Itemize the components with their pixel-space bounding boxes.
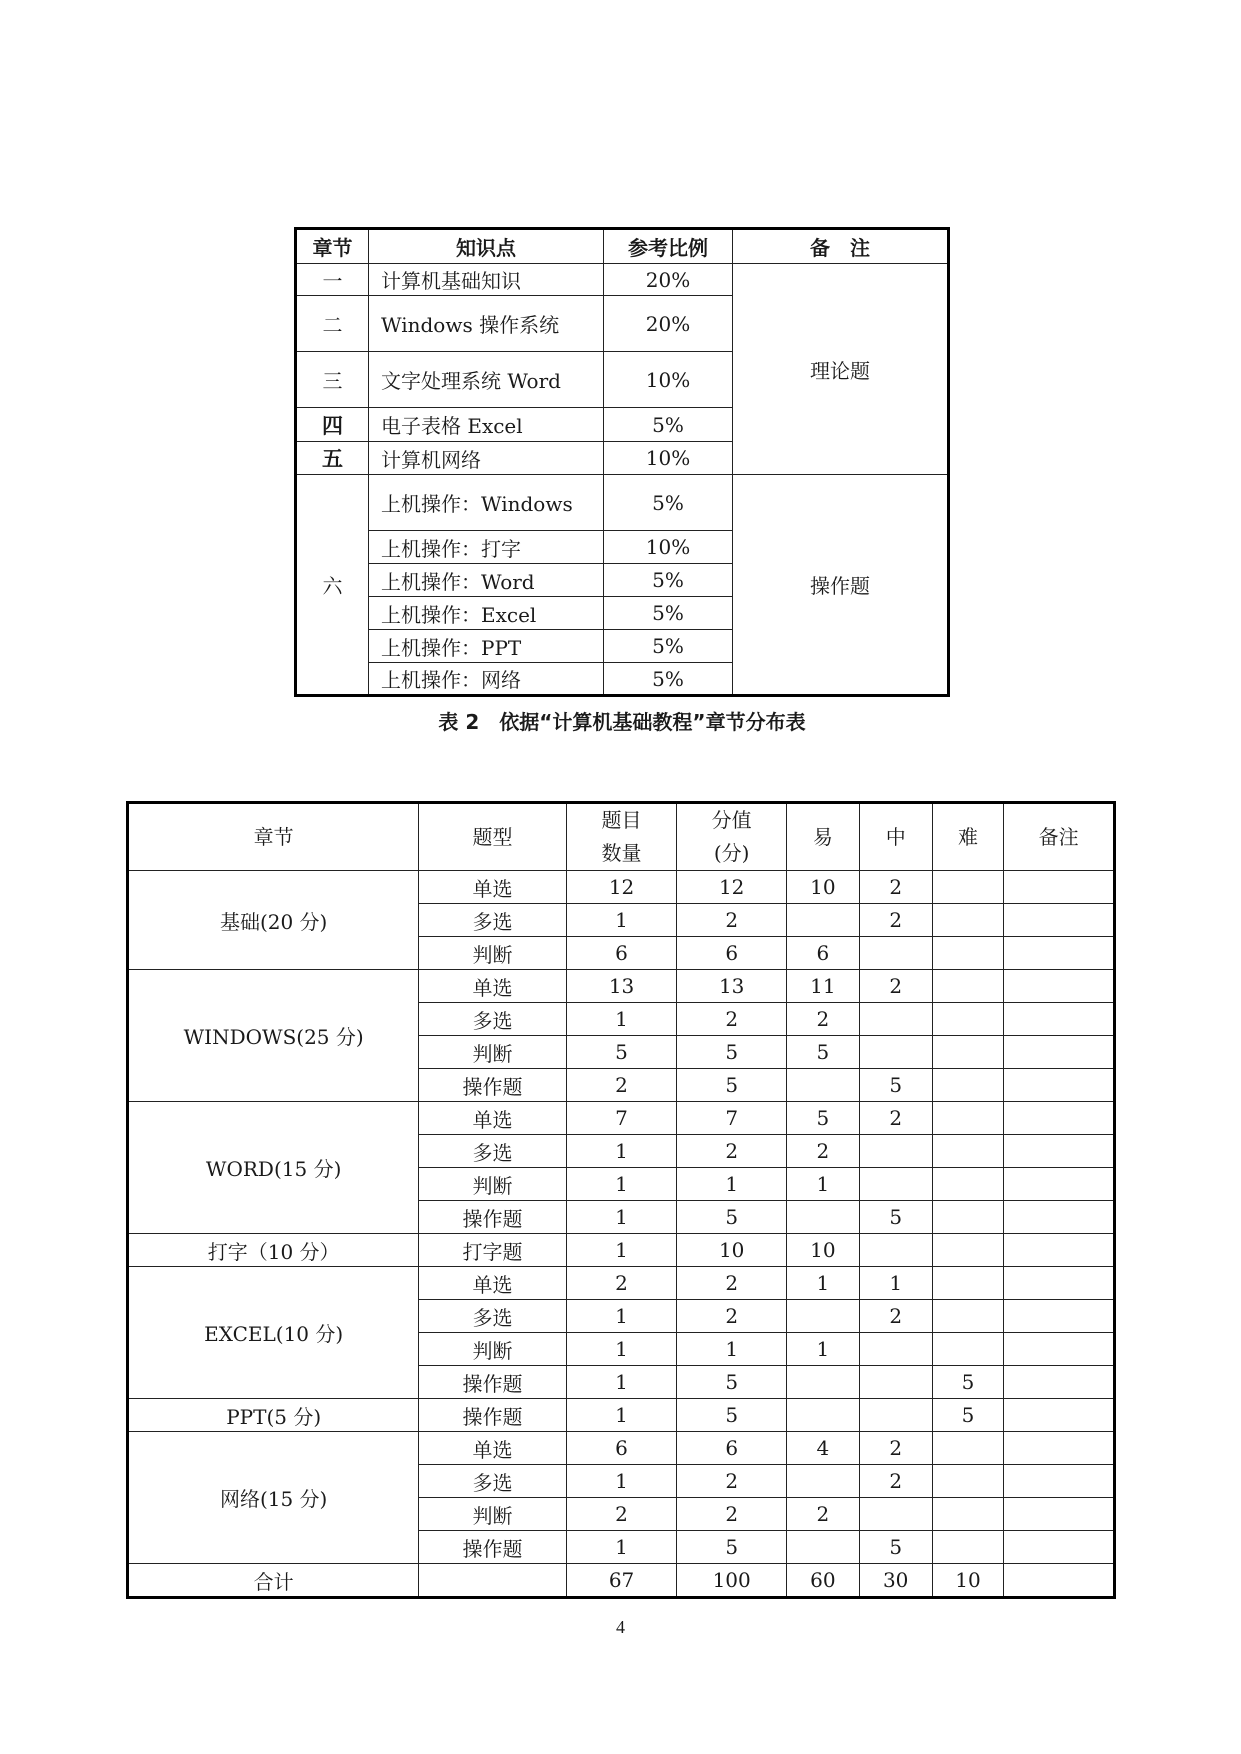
table1-header-remark: 备 注 (733, 229, 949, 264)
table2-hard-cell (932, 1465, 1004, 1498)
table2-remark-cell (1004, 1399, 1115, 1432)
table2-count-cell: 2 (566, 1498, 677, 1531)
table2-hard-cell (932, 970, 1004, 1003)
table2-count-cell: 12 (566, 871, 677, 904)
table1-ratio: 5% (604, 663, 733, 696)
table2-medium-cell (859, 1135, 932, 1168)
question-distribution-table (126, 801, 1116, 1599)
table2-remark-cell (1004, 970, 1115, 1003)
table2-remark-cell (1004, 1201, 1115, 1234)
table2-hard-cell (932, 904, 1004, 937)
table2-score-cell: 2 (677, 1498, 787, 1531)
table2-score-cell: 10 (677, 1234, 787, 1267)
table2-score-cell: 6 (677, 1432, 787, 1465)
table2-medium-cell (859, 1333, 932, 1366)
table-caption: 表 2 依据“计算机基础教程”章节分布表 (438, 710, 806, 734)
table2-score-cell: 2 (677, 1135, 787, 1168)
table2-type-cell: 操作题 (419, 1399, 566, 1432)
table2-medium-cell (859, 1498, 932, 1531)
table2-score-cell: 12 (677, 871, 787, 904)
table2-hard-cell (932, 1135, 1004, 1168)
table1-chapter: 二 (296, 296, 369, 352)
table-row (128, 1399, 1115, 1432)
table1-chapter: 五 (296, 442, 369, 475)
table2-count-cell: 6 (566, 1432, 677, 1465)
table1-chapter: 一 (296, 264, 369, 296)
table2-total-hard: 10 (932, 1564, 1004, 1598)
table1-header-ratio: 参考比例 (604, 229, 733, 264)
table1-topic: 上机操作：Windows (369, 475, 604, 531)
table2-score-cell: 1 (677, 1168, 787, 1201)
table2-hard-cell (932, 1102, 1004, 1135)
table2-total-label: 合计 (128, 1564, 419, 1598)
table2-type-cell: 多选 (419, 904, 566, 937)
table1-topic: 上机操作：Word (369, 564, 604, 597)
table2-remark-cell (1004, 1333, 1115, 1366)
table2-hard-cell (932, 1069, 1004, 1102)
table-row (128, 1234, 1115, 1267)
table2-easy-cell: 6 (787, 937, 860, 970)
table2-easy-cell: 11 (787, 970, 860, 1003)
table2-chapter-cell: WORD(15 分) (128, 1102, 419, 1234)
table2-easy-cell: 5 (787, 1102, 860, 1135)
table2-easy-cell: 5 (787, 1036, 860, 1069)
table1-remark-operation: 操作题 (733, 475, 949, 696)
table2-total-count: 67 (566, 1564, 677, 1598)
table2-score-cell: 7 (677, 1102, 787, 1135)
table2-count-cell: 1 (566, 1399, 677, 1432)
table2-hard-cell (932, 1432, 1004, 1465)
table2-type-cell: 单选 (419, 1267, 566, 1300)
table2-header-count (566, 803, 677, 871)
table2-header-count-line1: 题目 (601, 808, 642, 832)
table2-count-cell: 1 (566, 1234, 677, 1267)
table1-ratio: 10% (604, 442, 733, 475)
table2-medium-cell (859, 1366, 932, 1399)
table2-remark-cell (1004, 1102, 1115, 1135)
table1-chapter: 三 (296, 352, 369, 408)
table2-count-cell: 13 (566, 970, 677, 1003)
table-row (128, 1102, 1115, 1135)
table-row (128, 871, 1115, 904)
table2-header-remark: 备注 (1004, 803, 1115, 871)
table2-score-cell: 2 (677, 1300, 787, 1333)
table-row (128, 1432, 1115, 1465)
table2-easy-cell: 2 (787, 1135, 860, 1168)
table2-easy-cell: 2 (787, 1498, 860, 1531)
table2-remark-cell (1004, 1498, 1115, 1531)
table2-medium-cell: 2 (859, 1102, 932, 1135)
table2-medium-cell (859, 1036, 932, 1069)
table1-header-topic: 知识点 (369, 229, 604, 264)
table2-score-cell: 5 (677, 1201, 787, 1234)
table2-type-cell: 单选 (419, 1432, 566, 1465)
table1-topic: 电子表格 Excel (369, 408, 604, 442)
table2-header-score-line2: (分) (713, 841, 750, 865)
table2-easy-cell (787, 1069, 860, 1102)
table2-easy-cell: 1 (787, 1267, 860, 1300)
table1-remark-theory: 理论题 (733, 264, 949, 475)
table2-medium-cell: 5 (859, 1069, 932, 1102)
table2-chapter-cell: PPT(5 分) (128, 1399, 419, 1432)
table2-hard-cell: 5 (932, 1366, 1004, 1399)
table2-remark-cell (1004, 871, 1115, 904)
table2-count-cell: 2 (566, 1069, 677, 1102)
table2-remark-cell (1004, 1036, 1115, 1069)
table2-easy-cell (787, 1366, 860, 1399)
table2-type-cell: 单选 (419, 871, 566, 904)
table1-ratio: 20% (604, 296, 733, 352)
table2-count-cell: 1 (566, 1531, 677, 1564)
table2-type-cell: 判断 (419, 1168, 566, 1201)
table2-total-remark (1004, 1564, 1115, 1598)
table1-topic: 上机操作：PPT (369, 630, 604, 663)
table2-score-cell: 2 (677, 1465, 787, 1498)
table1-ratio: 5% (604, 597, 733, 630)
table2-hard-cell (932, 1531, 1004, 1564)
table-row (128, 970, 1115, 1003)
table2-chapter-cell: 基础(20 分) (128, 871, 419, 970)
table1-ratio: 5% (604, 630, 733, 663)
table2-header-hard: 难 (932, 803, 1004, 871)
table2-medium-cell (859, 1168, 932, 1201)
table2-remark-cell (1004, 1234, 1115, 1267)
table1-chapter: 六 (296, 475, 369, 696)
table2-hard-cell (932, 1267, 1004, 1300)
table2-count-cell: 1 (566, 1168, 677, 1201)
table2-count-cell: 6 (566, 937, 677, 970)
table2-easy-cell: 10 (787, 871, 860, 904)
table2-remark-cell (1004, 1069, 1115, 1102)
table2-type-cell: 多选 (419, 1465, 566, 1498)
table2-type-cell: 判断 (419, 1036, 566, 1069)
table2-type-cell: 操作题 (419, 1366, 566, 1399)
table2-score-cell: 13 (677, 970, 787, 1003)
table2-type-cell: 单选 (419, 970, 566, 1003)
table2-medium-cell (859, 1234, 932, 1267)
table2-hard-cell (932, 937, 1004, 970)
table2-header-medium: 中 (859, 803, 932, 871)
table2-header-type: 题型 (419, 803, 566, 871)
table2-hard-cell (932, 1168, 1004, 1201)
table2-score-cell: 2 (677, 1003, 787, 1036)
table2-score-cell: 6 (677, 937, 787, 970)
table2-remark-cell (1004, 1432, 1115, 1465)
table2-type-cell: 操作题 (419, 1201, 566, 1234)
table2-medium-cell (859, 937, 932, 970)
table2-remark-cell (1004, 1168, 1115, 1201)
table2-chapter-cell: WINDOWS(25 分) (128, 970, 419, 1102)
table2-header-chapter: 章节 (128, 803, 419, 871)
table2-count-cell: 1 (566, 1333, 677, 1366)
table2-hard-cell (932, 1333, 1004, 1366)
table2-score-cell: 1 (677, 1333, 787, 1366)
table2-medium-cell: 2 (859, 904, 932, 937)
table2-easy-cell: 1 (787, 1168, 860, 1201)
table2-medium-cell: 2 (859, 1300, 932, 1333)
table2-remark-cell (1004, 1465, 1115, 1498)
table2-total-score: 100 (677, 1564, 787, 1598)
table1-topic: 计算机网络 (369, 442, 604, 475)
table2-type-cell: 单选 (419, 1102, 566, 1135)
table2-easy-cell (787, 1531, 860, 1564)
table2-medium-cell: 2 (859, 970, 932, 1003)
table2-score-cell: 5 (677, 1069, 787, 1102)
table1-ratio: 20% (604, 264, 733, 296)
table2-header-score (677, 803, 787, 871)
table1-topic: 计算机基础知识 (369, 264, 604, 296)
table2-count-cell: 5 (566, 1036, 677, 1069)
table2-header-score-line1: 分值 (711, 808, 752, 832)
table2-easy-cell (787, 1465, 860, 1498)
table2-total-easy: 60 (787, 1564, 860, 1598)
table2-count-cell: 1 (566, 1465, 677, 1498)
table1-topic: 上机操作：网络 (369, 663, 604, 696)
table1-ratio: 5% (604, 475, 733, 531)
table2-chapter-cell: EXCEL(10 分) (128, 1267, 419, 1399)
table2-hard-cell (932, 1201, 1004, 1234)
table2-medium-cell: 5 (859, 1531, 932, 1564)
table2-easy-cell (787, 1201, 860, 1234)
table2-type-cell: 多选 (419, 1003, 566, 1036)
table1-ratio: 10% (604, 531, 733, 564)
table2-type-cell: 打字题 (419, 1234, 566, 1267)
table2-medium-cell: 2 (859, 1465, 932, 1498)
table2-easy-cell: 10 (787, 1234, 860, 1267)
table1-topic: 文字处理系统 Word (369, 352, 604, 408)
table2-medium-cell: 5 (859, 1201, 932, 1234)
table2-medium-cell (859, 1399, 932, 1432)
table2-type-cell: 判断 (419, 1333, 566, 1366)
table2-hard-cell (932, 1036, 1004, 1069)
table2-hard-cell (932, 1003, 1004, 1036)
table2-remark-cell (1004, 1135, 1115, 1168)
table2-easy-cell (787, 1300, 860, 1333)
table2-medium-cell: 1 (859, 1267, 932, 1300)
table1-topic: Windows 操作系统 (369, 296, 604, 352)
table2-type-cell: 判断 (419, 1498, 566, 1531)
table2-header-easy: 易 (787, 803, 860, 871)
table2-type-cell: 判断 (419, 937, 566, 970)
table-row (128, 1267, 1115, 1300)
table2-header-count-line2: 数量 (601, 841, 642, 865)
table2-hard-cell (932, 1234, 1004, 1267)
table1-ratio: 10% (604, 352, 733, 408)
table2-count-cell: 1 (566, 1003, 677, 1036)
table2-count-cell: 7 (566, 1102, 677, 1135)
table2-remark-cell (1004, 1366, 1115, 1399)
table2-easy-cell (787, 1399, 860, 1432)
table2-remark-cell (1004, 1531, 1115, 1564)
table1-topic: 上机操作：打字 (369, 531, 604, 564)
table2-type-cell: 多选 (419, 1300, 566, 1333)
table2-count-cell: 1 (566, 1135, 677, 1168)
table2-count-cell: 1 (566, 1366, 677, 1399)
table2-total-medium: 30 (859, 1564, 932, 1598)
table2-chapter-cell: 网络(15 分) (128, 1432, 419, 1564)
table2-easy-cell: 2 (787, 1003, 860, 1036)
table2-medium-cell: 2 (859, 871, 932, 904)
page-number: 4 (616, 1617, 625, 1637)
table2-easy-cell (787, 904, 860, 937)
table2-remark-cell (1004, 904, 1115, 937)
table2-count-cell: 1 (566, 1201, 677, 1234)
table2-score-cell: 5 (677, 1036, 787, 1069)
table2-type-cell: 多选 (419, 1135, 566, 1168)
table2-remark-cell (1004, 1267, 1115, 1300)
table2-type-cell: 操作题 (419, 1069, 566, 1102)
table2-count-cell: 2 (566, 1267, 677, 1300)
table2-medium-cell: 2 (859, 1432, 932, 1465)
table2-score-cell: 5 (677, 1399, 787, 1432)
table1-topic: 上机操作：Excel (369, 597, 604, 630)
table2-remark-cell (1004, 937, 1115, 970)
table2-score-cell: 5 (677, 1366, 787, 1399)
table1-header-chapter: 章节 (296, 229, 369, 264)
table2-remark-cell (1004, 1300, 1115, 1333)
table2-easy-cell: 4 (787, 1432, 860, 1465)
table2-hard-cell (932, 1498, 1004, 1531)
table2-count-cell: 1 (566, 904, 677, 937)
table2-count-cell: 1 (566, 1300, 677, 1333)
table1-ratio: 5% (604, 408, 733, 442)
table1-ratio: 5% (604, 564, 733, 597)
table2-chapter-cell: 打字（10 分） (128, 1234, 419, 1267)
table2-total-type (419, 1564, 566, 1598)
chapter-ratio-table (294, 227, 950, 697)
table2-score-cell: 2 (677, 1267, 787, 1300)
table2-type-cell: 操作题 (419, 1531, 566, 1564)
table2-hard-cell: 5 (932, 1399, 1004, 1432)
table2-remark-cell (1004, 1003, 1115, 1036)
table1-chapter: 四 (296, 408, 369, 442)
table2-easy-cell: 1 (787, 1333, 860, 1366)
table2-hard-cell (932, 871, 1004, 904)
table2-medium-cell (859, 1003, 932, 1036)
table2-score-cell: 5 (677, 1531, 787, 1564)
table2-score-cell: 2 (677, 904, 787, 937)
table2-hard-cell (932, 1300, 1004, 1333)
